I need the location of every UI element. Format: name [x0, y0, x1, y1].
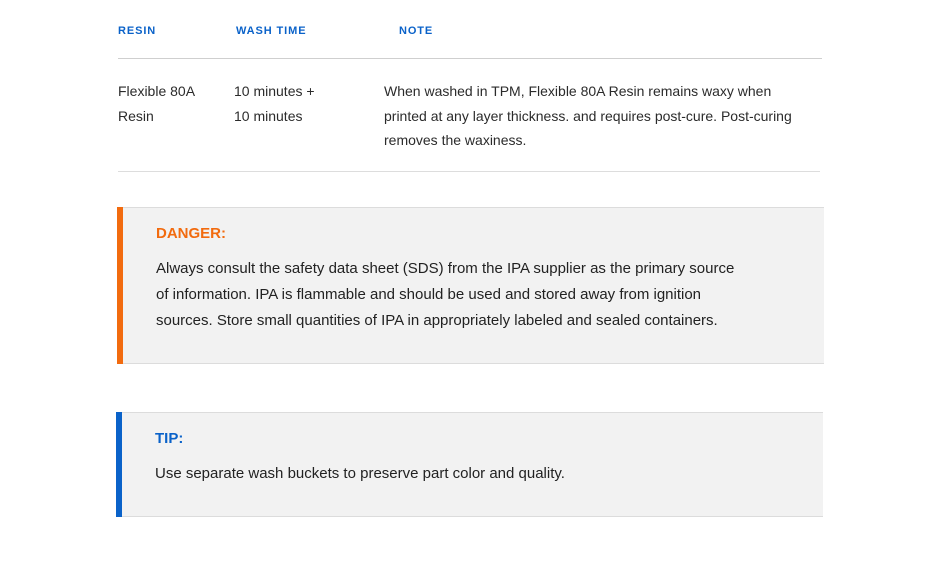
danger-title: DANGER: [156, 225, 226, 242]
column-header-note: NOTE [399, 25, 434, 37]
tip-accent-bar [116, 412, 122, 517]
tip-callout [116, 412, 823, 517]
danger-callout [117, 207, 824, 364]
danger-body [156, 256, 734, 334]
wash-time-cell [234, 79, 344, 128]
resin-cell-line: Flexible 80A [118, 83, 196, 99]
tip-body [155, 461, 565, 487]
danger-line: sources. Store small quantities of IPA in appropriately labeled and sealed containers. [156, 312, 718, 329]
tip-title: TIP: [155, 430, 184, 447]
note-line: When washed in TPM, Flexible 80A Resin remains waxy when [384, 83, 772, 99]
resin-cell [118, 79, 218, 128]
column-header-wash-time: WASH TIME [236, 25, 307, 37]
resin-cell-line: Resin [118, 107, 154, 124]
column-header-resin: RESIN [118, 25, 157, 37]
note-line: removes the waxiness. [384, 132, 527, 148]
note-line: printed at any layer thickness. and requires post-cure. Post-curing [384, 107, 792, 124]
danger-accent-bar [117, 207, 123, 364]
table-header-row [118, 0, 822, 59]
danger-line: Always consult the safety data sheet (SDS) from the IPA supplier as the primary source [156, 260, 735, 277]
table-row [118, 59, 820, 172]
note-cell [384, 79, 830, 153]
wash-time-line: 10 minutes [234, 107, 303, 124]
tip-line: Use separate wash buckets to preserve part color and quality. [155, 465, 565, 482]
resin-wash-table [118, 0, 824, 172]
danger-line: of information. IPA is flammable and should be used and stored away from ignition [156, 286, 702, 303]
wash-time-line: 10 minutes + [234, 83, 315, 99]
